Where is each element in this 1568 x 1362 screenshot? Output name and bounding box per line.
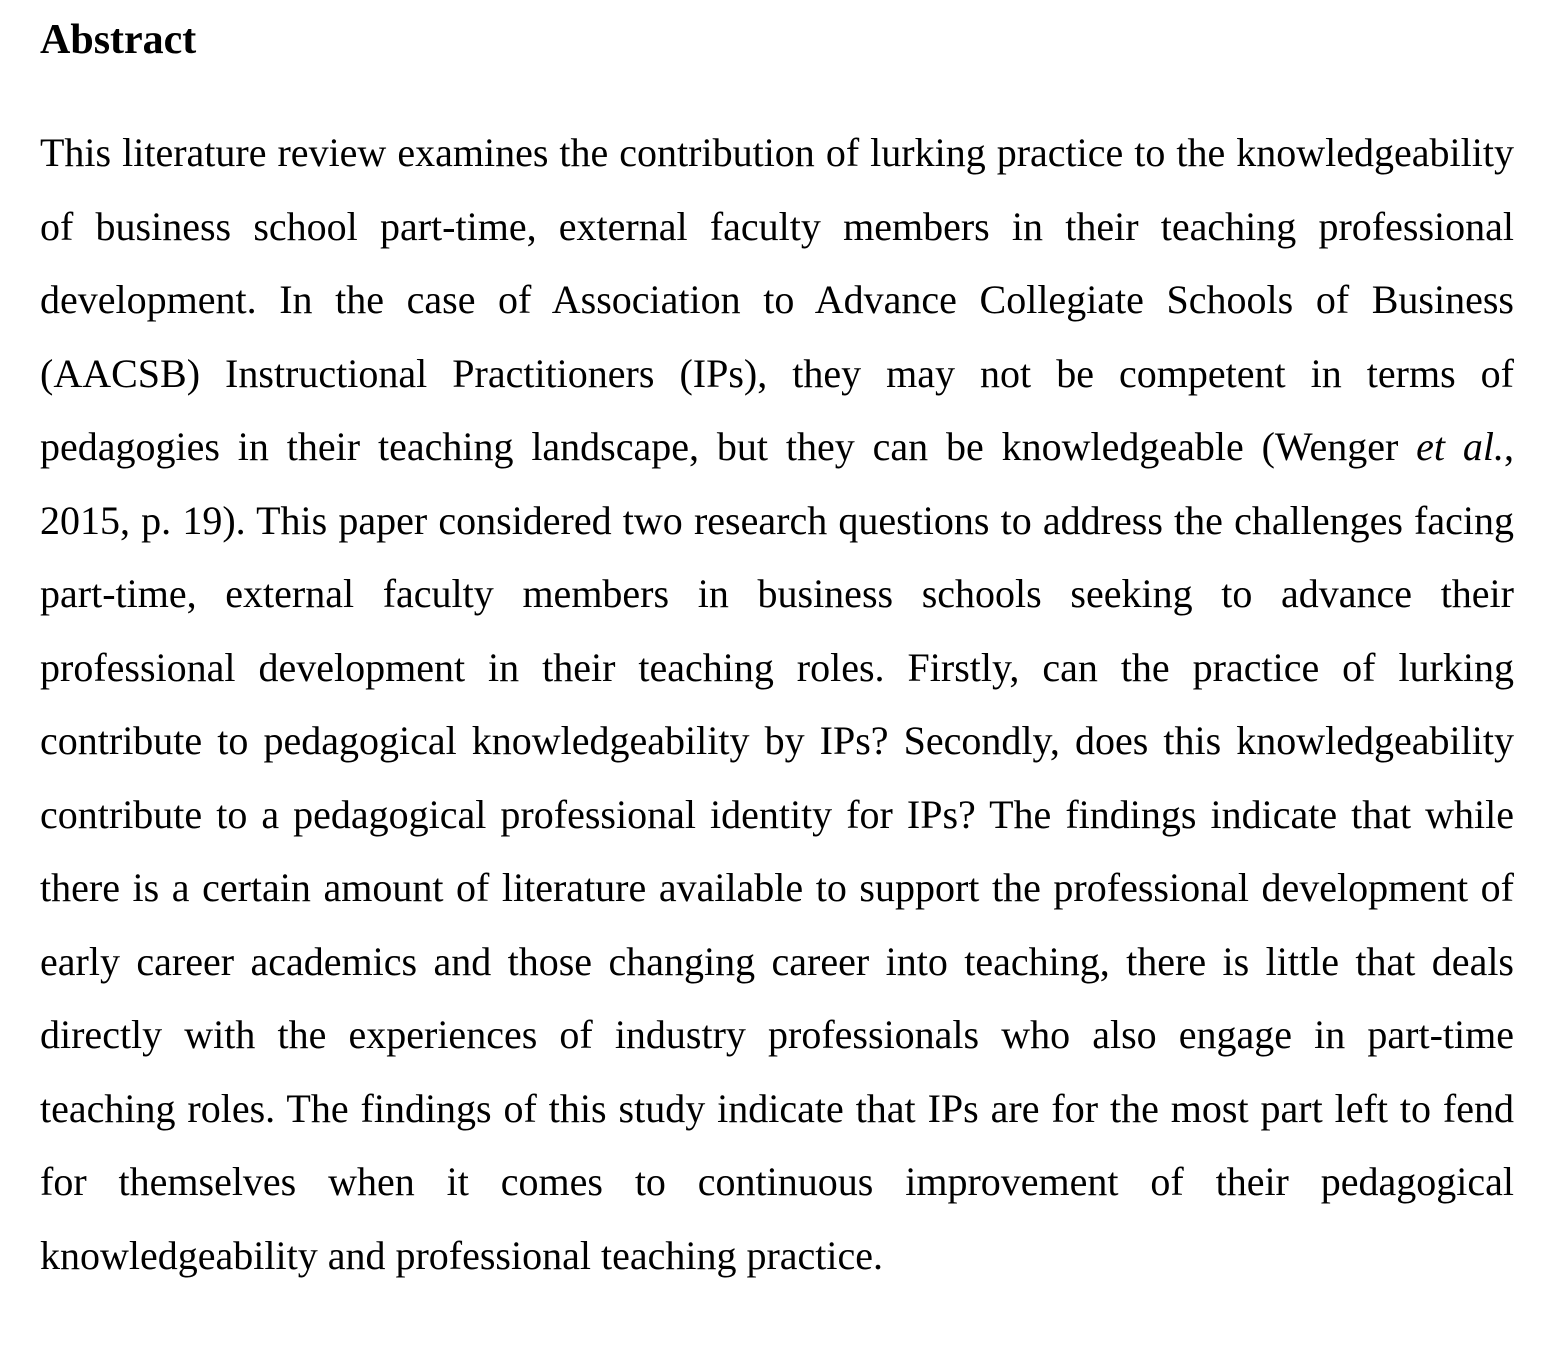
- abstract-text-part-1: This literature review examines the contribution of lurking practice to the knowledgeability of business school part-time, external faculty members in their teaching professional development. In the case of Association to Advance Collegiate Schools of Business (AACSB) Instructional Practitioners (IPs), they may not be competent in terms of pedagogies in their teaching landscape, but they can be knowledgeable (Wenger: [40, 130, 1514, 469]
- abstract-heading: Abstract: [40, 17, 197, 63]
- abstract-section: [40, 0, 1514, 1292]
- citation-et-al: et al.: [1416, 424, 1505, 469]
- abstract-paragraph: [40, 116, 1514, 1292]
- abstract-text-part-2: , 2015, p. 19). This paper considered two research questions to address the challenges facing part-time, external faculty members in business schools seeking to advance their professional development in their teaching roles. Firstly, can the practice of lurking contribute to pedagogical knowledgeability by IPs? Secondly, does this knowledgeability contribute to a pedagogical professional identity for IPs? The findings indicate that while there is a certain amount of literature available to support the professional development of early career academics and those changing career into teaching, there is little that deals directly with the experiences of industry professionals who also engage in part-time teaching roles. The findings of this study indicate that IPs are for the most part left to fend for themselves when it comes to continuous improvement of their pedagogical knowledgeability and professional teaching practice.: [40, 424, 1515, 1278]
